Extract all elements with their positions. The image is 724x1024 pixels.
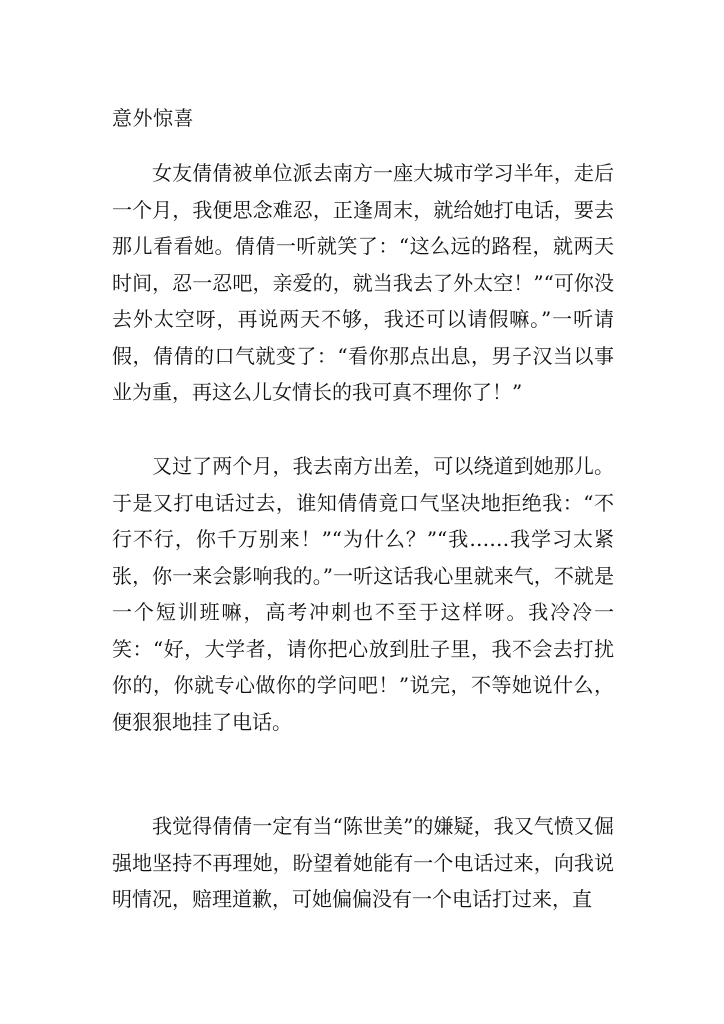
paragraph-1: 女友倩倩被单位派去南方一座大城市学习半年，走后一个月，我便思念难忍，正逢周末，就给她打电话，要去那儿看看她。倩倩一听就笑了：“这么远的路程，就两天时间，忍一忍吧，亲爱的，就当我去了外太空！”“可你没去外太空呀，再说两天不够，我还可以请假嘛。”一听请假，倩倩的口气就变了：“看你那点出息，男子汉当以事业为重，再这么儿女情长的我可真不理你了！” <box>112 161 614 404</box>
paragraph-3: 我觉得倩倩一定有当“陈世美”的嫌疑，我又气愤又倔强地坚持不再理她，盼望着她能有一个电话过来，向我说明情况，赔理道歉，可她偏偏没有一个电话打过来，直 <box>112 814 614 911</box>
document-title: 意外惊喜 <box>112 106 194 130</box>
paragraph-2: 又过了两个月，我去南方出差，可以绕道到她那儿。于是又打电话过去，谁知倩倩竟口气坚决地拒绝我：“不行不行，你千万别来！”“为什么？”“我……我学习太紧张，你一来会影响我的。”一听这话我心里就来气，不就是一个短训班嘛，高考冲刺也不至于这样呀。我冷冷一笑：“好，大学者，请你把心放到肚子里，我不会去打扰你的，你就专心做你的学问吧！”说完，不等她说什么，便狠狠地挂了电话。 <box>112 454 614 734</box>
